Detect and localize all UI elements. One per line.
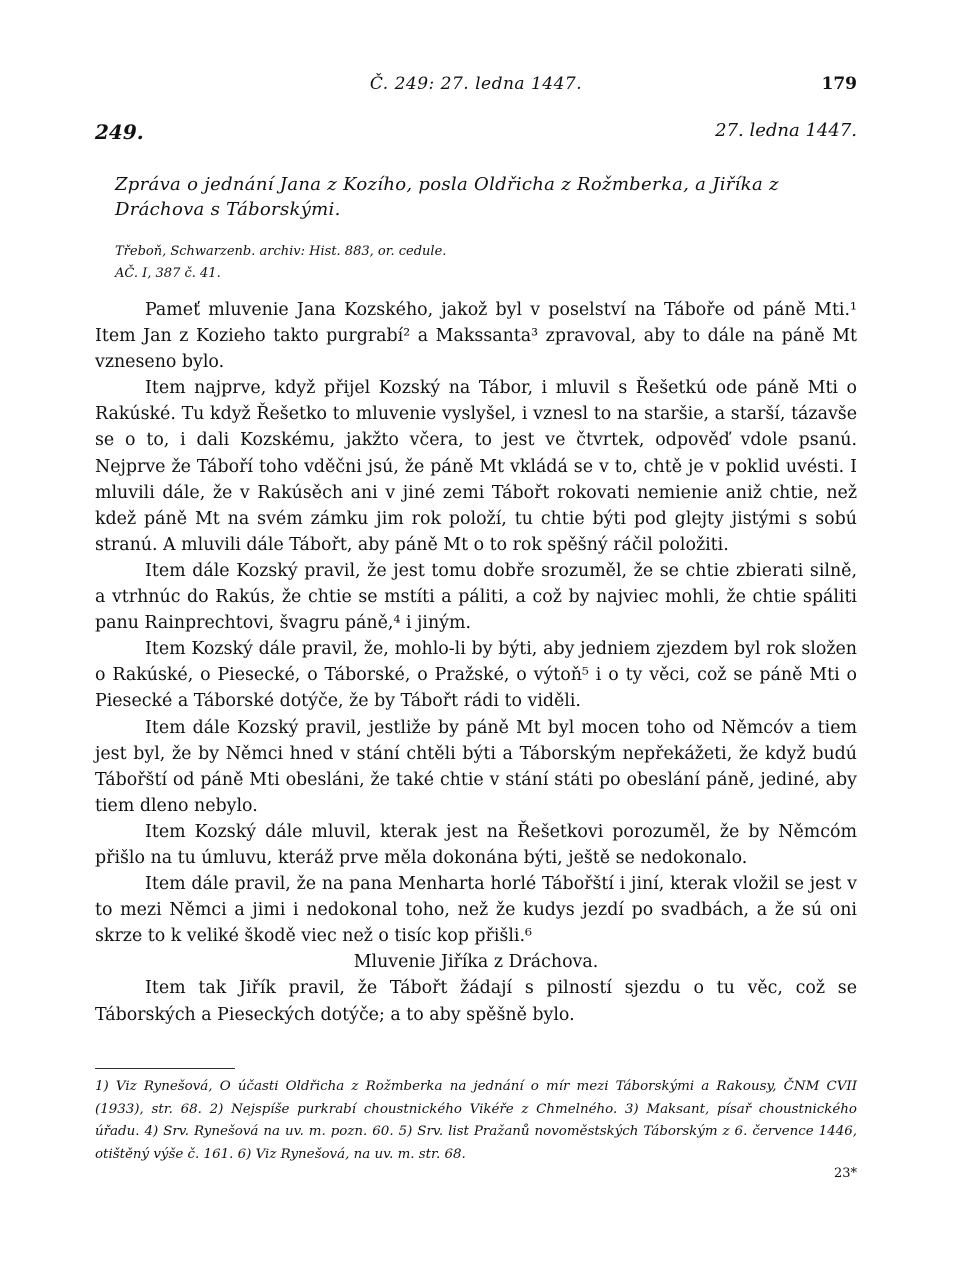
paragraph: Item Kozský dále mluvil, kterak jest na Řešetkovi porozuměl, že by Němcóm přišlo na tu úmluvu, kteráž prve měla dokonána býti, ještě se nedokonalo. [95, 821, 857, 868]
source-line: Třeboň, Schwarzenb. archiv: Hist. 883, or. cedule. [115, 244, 447, 259]
paragraph: Item dále pravil, že na pana Menharta horlé Tábořští i jiní, kterak vložil se jest v to mezi Němci a jimi i nedokonal toho, než že kudys jezdí po svadbách, a že sú oni skrze to k veliké škodě viec než o tisíc kop přišli.⁶ [95, 874, 857, 947]
document-date: 27. ledna 1447. [715, 120, 857, 141]
paragraph: Item dále Kozský pravil, že jest tomu dobře srozuměl, že se chtie zbierati silně, a vtrhnúc do Rakús, že chtie se mstíti a páliti, a což by najviec mohli, že chtie spáliti panu Rainprechtovi, švagru páně,⁴ i jiným. [95, 560, 857, 634]
section-heading: Mluvenie Jiříka z Dráchova. [353, 952, 599, 973]
page-number: 179 [821, 74, 857, 94]
paragraph: Item Kozský dále pravil, že, mohlo-li by býti, aby jedniem zjezdem byl rok složen o Rakúské, o Piesecké, o Táborské, o Pražské, o výtoň⁵ i o ty věci, což se páně Mti o Piesecké a Táborské dotýče, že by Tábořt rádi to viděli. [95, 639, 857, 712]
running-head-title: Č. 249: 27. ledna 1447. [369, 74, 583, 94]
signature-mark: 23* [833, 1166, 857, 1181]
document-heading [95, 120, 857, 146]
running-head [95, 74, 857, 100]
footnotes: 1) Viz Rynešová, O účasti Oldřicha z Rožmberka na jednání o mír mezi Táborskými a Rakousy, ČNM CVII (1933), str. 68. 2) Nejspíše purkrabí choustnického Vikéře z Chmelného. 3) Maksant, písař choustnického úřadu. 4) Srv. Rynešová na uv. m. pozn. 60. 5) Srv. list Pražanů novoměstských Táborským z 6. července 1446, otištěný výše č. 161. 6) Viz Rynešová, na uv. m. str. 68. [95, 1079, 857, 1162]
paragraph: Item najprve, když přijel Kozský na Tábor, i mluvil s Řešetkú ode páně Mti o Rakúské. Tu když Řešetko to mluvenie vyslyšel, i vznesl to na staršie, a starší, tázavše se o to, i dali Kozskému, jakžto včera, to jest ve čtvrtek, odpověď vdole psanú. Nejprve že Táboří toho vděčni jsú, že páně Mt vkládá se v to, chtě je v poklid uvésti. I mluvili dále, že v Rakúsěch ani v jiné zemi Tábořt rokovati nemienie aniž chtie, než kdež páně Mt na svém zámku jim rok položí, tu chtie býti pod glejty jistými s sobú stranú. A mluvili dále Tábořt, aby páně Mt o to rok spěšný ráčil položiti. [95, 378, 857, 555]
body-text [95, 297, 857, 1028]
footnote-divider [95, 1068, 235, 1069]
source-line: AČ. I, 387 č. 41. [115, 266, 221, 281]
paragraph: Pameť mluvenie Jana Kozského, jakož byl v poselství na Táboře od páně Mti.¹ Item Jan z Kozieho takto purgrabí² a Makssanta³ zpravoval, aby to dále na páně Mt vzneseno bylo. [95, 300, 857, 373]
paragraph: Item tak Jiřík pravil, že Tábořt žádají s pilností sjezdu o tu věc, což se Táborských a Pieseckých dotýče; a to aby spěšně bylo. [95, 978, 857, 1025]
paragraph: Item dále Kozský pravil, jestliže by páně Mt byl mocen toho od Němcóv a tiem jest byl, že by Němci hned v stání chtěli býti a Táborským nepřekážeti, že když budú Tábořští od páně Mti obesláni, že také chtie v stání státi po obeslání páně, jediné, aby tiem dleno nebylo. [95, 717, 857, 816]
document-summary: Zpráva o jednání Jana z Kozího, posla Oldřicha z Rožmberka, a Jiříka z Dráchova s Táborskými. [115, 174, 779, 220]
document-number: 249. [95, 120, 144, 144]
sources [115, 241, 446, 285]
